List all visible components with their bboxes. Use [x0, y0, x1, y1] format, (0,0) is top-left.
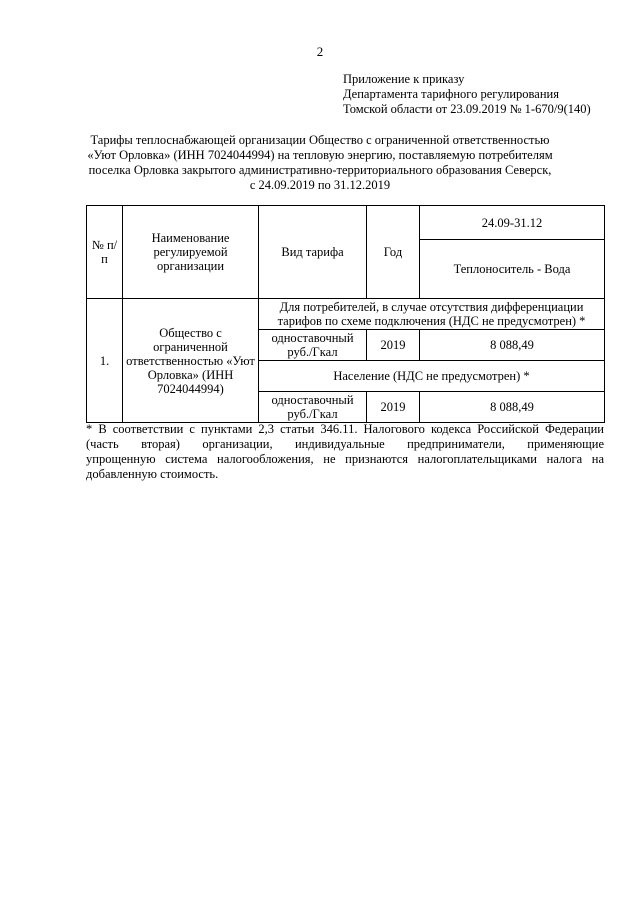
header-number: № п/п [87, 206, 123, 299]
title-line: поселка Орловка закрытого административно-территориального образования Северск, [88, 163, 552, 177]
footnote-line: упрощенную система налогообложения, не признаются налогоплательщиками налога на [86, 452, 604, 466]
header-period: 24.09-31.12 [420, 206, 605, 240]
tariff-value-cell: 8 088,49 [420, 392, 605, 423]
footnote-line: добавленную стоимость. [86, 467, 219, 481]
tariff-value-cell: 8 088,49 [420, 330, 605, 361]
year-cell: 2019 [367, 330, 420, 361]
tariff-type-cell: одноставочный руб./Гкал [259, 392, 367, 423]
footnote-line: (часть вторая) организации, индивидуальные предприниматели, применяющие [86, 437, 604, 451]
appendix-line: Томской области от 23.09.2019 № 1-670/9(140) [343, 102, 591, 116]
appendix-line: Департамента тарифного регулирования [343, 87, 559, 101]
appendix-reference [343, 72, 613, 117]
condition-consumers: Для потребителей, в случае отсутствия дифференциации тарифов по схеме подключения (НДС не предусмотрен) * [259, 299, 605, 330]
title-line: Тарифы теплоснабжающей организации Общество с ограниченной ответственностью [90, 133, 550, 147]
tariff-table [86, 205, 605, 423]
row-organization: Общество с ограниченной ответственностью «Уют Орловка» (ИНН 7024044994) [123, 299, 259, 423]
title-line: «Уют Орловка» (ИНН 7024044994) на тепловую энергию, поставляемую потребителям [87, 148, 553, 162]
year-cell: 2019 [367, 392, 420, 423]
header-organization: Наименование регулируемой организации [123, 206, 259, 299]
header-carrier: Теплоноситель - Вода [420, 240, 605, 299]
document-title [70, 133, 570, 193]
appendix-line: Приложение к приказу [343, 72, 465, 86]
header-year: Год [367, 206, 420, 299]
page-number: 2 [316, 44, 324, 59]
tariff-type-cell: одноставочный руб./Гкал [259, 330, 367, 361]
table-header-row [87, 206, 605, 240]
title-line: с 24.09.2019 по 31.12.2019 [249, 178, 391, 192]
condition-population: Население (НДС не предусмотрен) * [259, 361, 605, 392]
row-number: 1. [87, 299, 123, 423]
footnote-line: * В соответствии с пунктами 2,3 статьи 346.11. Налогового кодекса Российской Федерации [86, 422, 604, 436]
header-tariff-type: Вид тарифа [259, 206, 367, 299]
table-row [87, 299, 605, 330]
footnote [86, 422, 604, 482]
